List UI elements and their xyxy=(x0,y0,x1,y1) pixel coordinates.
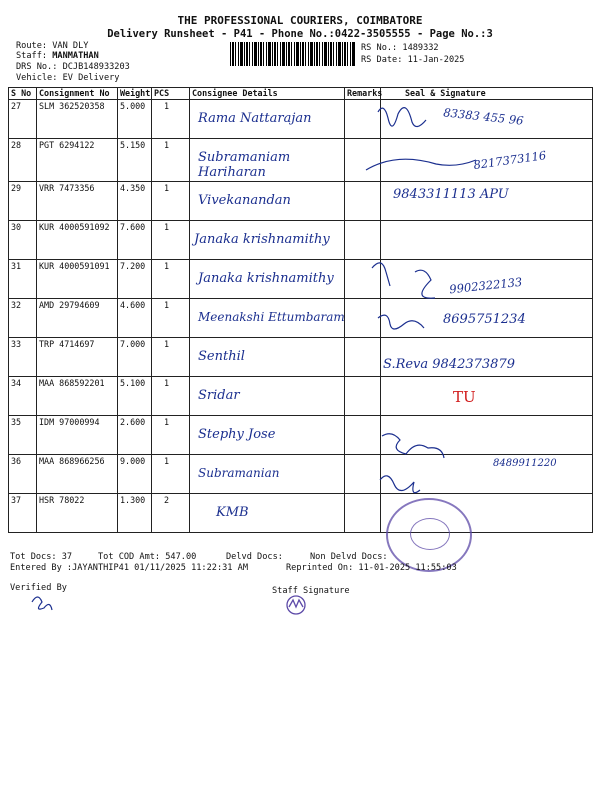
signature-handwriting: 9902322133 xyxy=(448,274,523,297)
signature-handwriting: 83383 455 96 xyxy=(442,105,525,128)
col-weight: Weight xyxy=(118,88,152,100)
verified-scribble xyxy=(32,597,52,610)
row-weight: 5.100 xyxy=(118,377,152,416)
consignee-handwriting: Subramaniam Hariharan xyxy=(198,150,291,180)
row-sno: 28 xyxy=(9,139,37,182)
non-delivered-docs: Non Delvd Docs: xyxy=(310,552,388,562)
row-sno: 30 xyxy=(9,221,37,260)
row-sno: 32 xyxy=(9,299,37,338)
staff-signature-label: Staff Signature xyxy=(272,586,350,596)
row-sno: 29 xyxy=(9,182,37,221)
row-sno: 36 xyxy=(9,455,37,494)
staff-label: Staff: xyxy=(16,51,53,61)
row-consignment: VRR 7473356 xyxy=(37,182,118,221)
row-pcs: 1 xyxy=(152,139,190,182)
consignee-handwriting: Meenakshi Ettumbaram xyxy=(198,310,345,324)
row-weight: 5.150 xyxy=(118,139,152,182)
row-sno: 35 xyxy=(9,416,37,455)
row-sno: 31 xyxy=(9,260,37,299)
row-weight: 7.600 xyxy=(118,221,152,260)
row-weight: 4.350 xyxy=(118,182,152,221)
reprinted-on: Reprinted On: 11-01-2025 11:55:03 xyxy=(286,563,457,573)
row-sno: 37 xyxy=(9,494,37,533)
row-pcs: 1 xyxy=(152,377,190,416)
row-pcs: 1 xyxy=(152,260,190,299)
row-pcs: 1 xyxy=(152,299,190,338)
consignee-handwriting: Janaka krishnamithy xyxy=(198,271,334,286)
row-consignment: PGT 6294122 xyxy=(37,139,118,182)
verified-by-label: Verified By xyxy=(10,583,67,593)
row-pcs: 2 xyxy=(152,494,190,533)
col-remarks: Remarks xyxy=(345,88,381,100)
signature-mark: TU xyxy=(453,388,476,406)
consignee-handwriting: Sridar xyxy=(198,388,240,403)
signature-handwriting: 9843311113 APU xyxy=(393,187,509,202)
col-sno: S No xyxy=(9,88,37,100)
row-pcs: 1 xyxy=(152,100,190,139)
signature-scribble xyxy=(382,434,444,458)
signature-scribble xyxy=(380,476,420,493)
staff-name: MANMATHAN xyxy=(52,51,99,61)
row-weight: 9.000 xyxy=(118,455,152,494)
row-pcs: 1 xyxy=(152,338,190,377)
signature-scribble xyxy=(366,159,476,170)
vehicle-info: Vehicle: EV Delivery xyxy=(16,73,120,83)
row-consignment: IDM 97000994 xyxy=(37,416,118,455)
route-info: Route: VAN DLY xyxy=(16,41,89,51)
row-weight: 5.000 xyxy=(118,100,152,139)
row-weight: 2.600 xyxy=(118,416,152,455)
row-consignment: AMD 29794609 xyxy=(37,299,118,338)
row-sno: 33 xyxy=(9,338,37,377)
rs-date: RS Date: 11-Jan-2025 xyxy=(361,55,465,65)
consignee-handwriting: Subramanian xyxy=(198,466,280,480)
entered-by: Entered By :JAYANTHIP41 01/11/2025 11:22:31 AM xyxy=(10,563,248,573)
runsheet-subtitle: Delivery Runsheet - P41 - Phone No.:0422-3505555 - Page No.:3 xyxy=(107,28,493,40)
company-title: THE PROFESSIONAL COURIERS, COIMBATORE xyxy=(177,14,423,27)
row-sno: 34 xyxy=(9,377,37,416)
consignee-handwriting: Stephy Jose xyxy=(198,427,276,442)
row-consignment: MAA 868592201 xyxy=(37,377,118,416)
consignee-handwriting: Rama Nattarajan xyxy=(198,111,312,126)
row-consignment: MAA 868966256 xyxy=(37,455,118,494)
consignee-handwriting: Janaka krishnamithy xyxy=(194,232,330,247)
signature-scribble xyxy=(415,270,435,298)
row-weight: 7.000 xyxy=(118,338,152,377)
courier-stamp xyxy=(386,498,472,572)
signature-handwriting: 8217373116 xyxy=(472,148,548,173)
total-cod-amount: Tot COD Amt: 547.00 xyxy=(98,552,197,562)
signature-scribble xyxy=(378,108,426,127)
consignee-handwriting: Vivekanandan xyxy=(198,193,291,208)
row-weight: 4.600 xyxy=(118,299,152,338)
drs-number: DRS No.: DCJB148933203 xyxy=(16,62,130,72)
row-pcs: 1 xyxy=(152,182,190,221)
signature-scribble xyxy=(378,315,424,329)
row-consignment: SLM 362520358 xyxy=(37,100,118,139)
signature-handwriting: 8489911220 xyxy=(493,458,557,469)
row-pcs: 1 xyxy=(152,416,190,455)
signature-handwriting: 8695751234 xyxy=(443,312,526,327)
row-weight: 1.300 xyxy=(118,494,152,533)
row-weight: 7.200 xyxy=(118,260,152,299)
col-seal-signature: Seal & Signature xyxy=(381,88,593,100)
row-sno: 27 xyxy=(9,100,37,139)
row-pcs: 1 xyxy=(152,221,190,260)
stamp-inner-ring xyxy=(410,518,450,550)
col-pcs: PCS xyxy=(152,88,190,100)
consignee-handwriting: Senthil xyxy=(198,349,245,364)
total-docs: Tot Docs: 37 xyxy=(10,552,73,562)
row-consignment: TRP 4714697 xyxy=(37,338,118,377)
row-consignment: HSR 78022 xyxy=(37,494,118,533)
signature-scribble xyxy=(372,263,390,286)
row-consignment: KUR 4000591092 xyxy=(37,221,118,260)
rs-number: RS No.: 1489332 xyxy=(361,43,439,53)
row-consignment: KUR 4000591091 xyxy=(37,260,118,299)
col-consignee: Consignee Details xyxy=(190,88,345,100)
staff-signature-scribble xyxy=(289,600,303,607)
delivered-docs: Delvd Docs: xyxy=(226,552,283,562)
consignee-handwriting: KMB xyxy=(216,505,249,520)
signature-handwriting: S.Reva 9842373879 xyxy=(383,357,515,372)
row-pcs: 1 xyxy=(152,455,190,494)
col-consignment: Consignment No xyxy=(37,88,118,100)
